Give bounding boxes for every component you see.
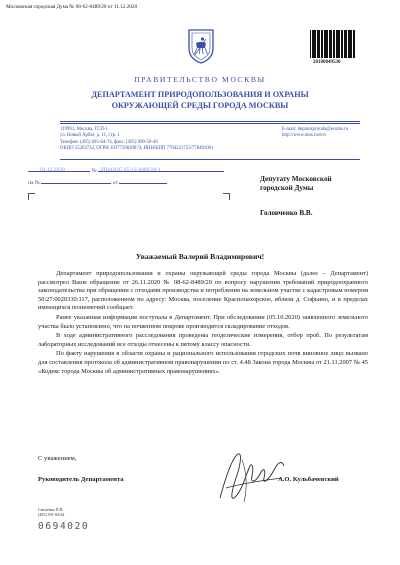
outgoing-stamp-number: 0694020 [38,521,90,532]
reference-date-line [119,183,167,184]
bracket-left [28,193,35,200]
letterhead-divider-thin [60,123,360,124]
executor-name: Смоленко П.В. [38,507,64,512]
executor-info [38,507,64,517]
closing: С уважением, [38,455,77,462]
address-line: 119991, Москва, ГСП-1 [60,127,108,132]
addressee-line2: городской Думы [260,184,314,193]
barcode [310,30,358,58]
outgoing-date-stamp: 01.12.2020 [40,167,65,173]
number-label: № [91,168,97,174]
paragraph: Департамент природопользования и охраны окружающей среды города Москвы (далее – Департамент) рассмотрел Ваше обращение от 26.11.2020 № 08-62-8489/20 по вопросу нарушения требований природоохранного законодательства при обращении с отходами производства и потребления на земельном участке с кадастровым номером 50:27:0020330:117, расположенном по адресу: Москва, поселение Краснопахорское, вблизи д. Софьино, и в пределах имеющихся полномочий сообщает. [38,270,368,312]
signatory-name: А.О. Кульбачевский [278,476,339,483]
letter-body [38,270,368,376]
addressee-name: Головченко В.В. [260,209,313,217]
na-label: на № [28,180,41,186]
paragraph: По факту нарушения в области охраны и рационального использования городских почв виновное лицо вызвано для составления протокола об административном правонарушении по ст. 4.48 Закона города Москвы от 21.11.2007 № 45 «Кодекс города Москвы об административных правонарушениях». [38,350,368,375]
executor-phone: (495) 591-84-64 [38,512,65,517]
contacts-divider [60,159,360,160]
addressee-line1: Депутату Московской [260,175,332,183]
signatory-title: Руководитель Департамента [38,476,124,483]
addressee [260,175,332,193]
department-contacts [282,127,348,140]
header-line: Московская городская Дума № 08-62-8489/20 от 11.12.2020 [6,4,138,10]
handwritten-signature [212,448,292,506]
paragraph: Ранее указанная информация поступала в Департамент. При обследовании (05.10.2020) заявленного земельного участка было установлено, что на почвенном покрове производится складирование отходов. [38,313,368,330]
bracket-right [223,193,230,200]
greeting: Уважаемый Валерий Владимирович! [135,252,265,261]
department-title-line1: ДЕПАРТАМЕНТ ПРИРОДОПОЛЬЗОВАНИЯ И ОХРАНЫ [91,90,309,99]
paragraph: В ходе административного расследования проведены геодезические измерения, отбор проб. По результатам лабораторных исследований все отходы отнесены к пятому классу опасности. [38,332,368,348]
from-label: от [112,180,118,186]
department-title [40,90,360,111]
website-text: http://www.mos.ru/eco [282,133,326,139]
email-text: E-mail: depmospriroda@ecoms.ru [282,127,349,132]
barcode-number: 20100049530 [313,60,341,65]
department-title-line2: ОКРУЖАЮЩЕЙ СРЕДЫ ГОРОДА МОСКВЫ [111,100,289,110]
letterhead-divider [60,121,360,122]
reference-field [28,180,167,186]
phone-line: Телефон: (495) 695-64-74, факс: (495) 690-58-48 [60,139,158,145]
address-line: ул. Новый Арбат, д. 11, стр. 1 [60,133,120,139]
outgoing-number-stamp: ДПиООС 05-13-8489/20-1 [100,167,161,173]
moscow-coat-of-arms-icon [187,28,215,64]
department-address [60,127,213,152]
reference-number-line [41,183,111,184]
government-title: ПРАВИТЕЛЬСТВО МОСКВЫ [134,75,266,84]
registry-codes: ОКПО 55263732, ОГРН 1037739839074, ИНН/КПП 7704221753/770401001 [60,145,214,151]
